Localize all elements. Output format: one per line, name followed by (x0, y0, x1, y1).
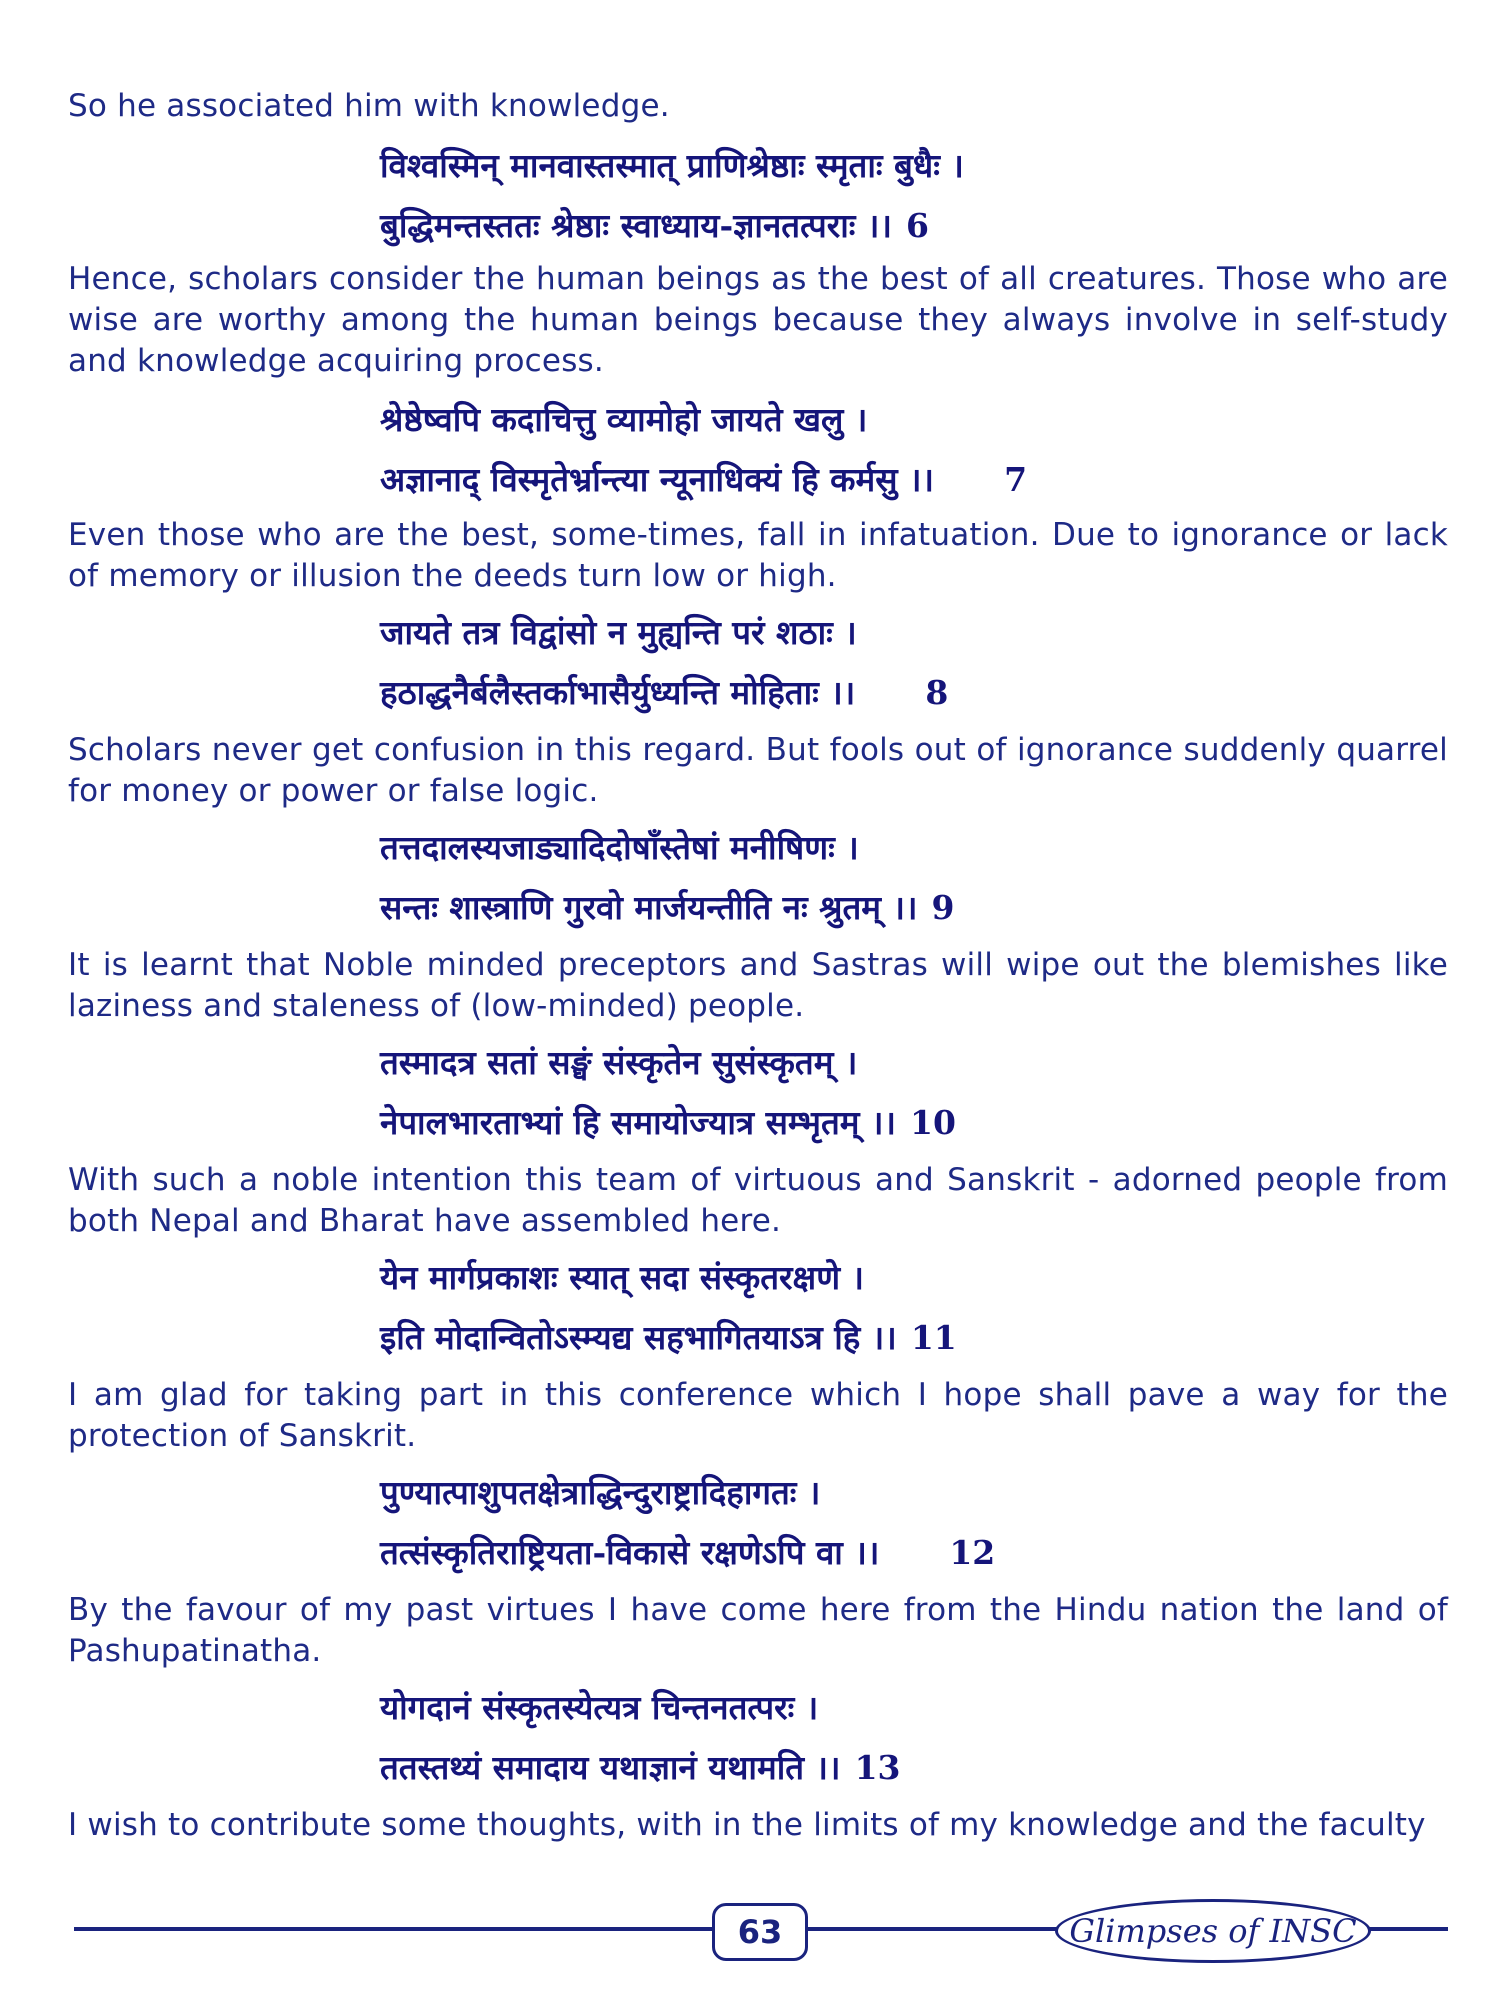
verse-9 (380, 818, 1440, 938)
paragraph-intro: So he associated him with knowledge. (68, 88, 670, 124)
verse-6-line-2: बुद्धिमन्तस्ततः श्रेष्ठाः स्वाध्याय-ज्ञानतत्पराः ।। (380, 206, 892, 245)
verse-7-line-2: अज्ञानाद् विस्मृतेर्भ्रान्त्या न्यूनाधिक्यं हि कर्मसु ।। (380, 460, 935, 499)
verse-11-line-2: इति मोदान्वितोऽस्म्यद्य सहभागितयाऽत्र हि ।। (380, 1318, 897, 1357)
verse-10-line-1: तस्मादत्र सतां सङ्घं संस्कृतेन सुसंस्कृतम् । (380, 1043, 858, 1082)
verse-12-line-1: पुण्यात्पाशुपतक्षेत्राद्धिन्दुराष्ट्रादिहागतः । (380, 1473, 821, 1512)
verse-8 (380, 603, 1440, 723)
paragraph-translation-10: With such a noble intention this team of virtuous and Sanskrit - adorned people from both Nepal and Bharat have assembled here. (68, 1162, 1448, 1239)
paragraph-translation-11: I am glad for taking part in this conference which I hope shall pave a way for the protection of Sanskrit. (68, 1377, 1448, 1454)
verse-9-number: 9 (931, 888, 955, 927)
journal-title-badge: Glimpses of INSC (1055, 1899, 1371, 1963)
verse-6-number: 6 (905, 206, 929, 245)
verse-8-line-2: हठाद्धनैर्बलैस्तर्काभासैर्युध्यन्ति मोहिताः ।। (380, 673, 856, 712)
paragraph-translation-13: I wish to contribute some thoughts, with in the limits of my knowledge and the faculty (68, 1807, 1426, 1843)
footer-rule-left (74, 1927, 714, 1931)
verse-7-line-1: श्रेष्ठेष्वपि कदाचित्तु व्यामोहो जायते खलु । (380, 400, 868, 439)
verse-12-number: 12 (949, 1533, 996, 1572)
paragraph-translation-8: Scholars never get confusion in this regard. But fools out of ignorance suddenly quarrel for money or power or false logic. (68, 732, 1448, 809)
page-footer (0, 1895, 1500, 1985)
verse-8-line-1: जायते तत्र विद्वांसो न मुह्यन्ति परं शठाः । (380, 613, 857, 652)
verse-7-number: 7 (1004, 460, 1028, 499)
verse-10 (380, 1033, 1440, 1153)
verse-12 (380, 1463, 1440, 1583)
verse-11 (380, 1248, 1440, 1368)
verse-13-line-2: ततस्तथ्यं समादाय यथाज्ञानं यथामति ।। (380, 1748, 841, 1787)
verse-7 (380, 390, 1440, 510)
paragraph-translation-7: Even those who are the best, some-times, fall in infatuation. Due to ignorance or lack of memory or illusion the deeds turn low or high. (68, 517, 1448, 594)
verse-9-line-2: सन्तः शास्त्राणि गुरवो मार्जयन्तीति नः श्रुतम् ।। (380, 888, 918, 927)
paragraph-translation-12: By the favour of my past virtues I have come here from the Hindu nation the land of Pashupatinatha. (68, 1592, 1448, 1669)
verse-11-number: 11 (910, 1318, 957, 1357)
paragraph-translation-9: It is learnt that Noble minded preceptors and Sastras will wipe out the blemishes like laziness and staleness of (low-minded) people. (68, 947, 1448, 1024)
page-number: 63 (712, 1903, 808, 1961)
verse-10-line-2: नेपालभारताभ्यां हि समायोज्यात्र सम्भृतम् ।। (380, 1103, 897, 1142)
verse-10-number: 10 (910, 1103, 956, 1142)
verse-6-line-1: विश्वस्मिन् मानवास्तस्मात् प्राणिश्रेष्ठाः स्मृताः बुधैः । (380, 146, 964, 185)
footer-rule-middle (804, 1927, 1059, 1931)
verse-6 (380, 136, 1440, 256)
verse-12-line-2: तत्संस्कृतिराष्ट्रियता-विकासे रक्षणेऽपि वा ।। (380, 1533, 880, 1572)
verse-9-line-1: तत्तदालस्यजाड्यादिदोषाँस्तेषां मनीषिणः । (380, 828, 859, 867)
verse-13-number: 13 (854, 1748, 901, 1787)
footer-rule-right (1362, 1927, 1448, 1931)
verse-8-number: 8 (925, 673, 949, 712)
paragraph-translation-6: Hence, scholars consider the human beings as the best of all creatures. Those who are wise are worthy among the human beings because they always involve in self-study and knowledge acquiring process. (68, 261, 1448, 379)
verse-13 (380, 1678, 1440, 1798)
verse-11-line-1: येन मार्गप्रकाशः स्यात् सदा संस्कृतरक्षणे । (380, 1258, 865, 1297)
verse-13-line-1: योगदानं संस्कृतस्येत्यत्र चिन्तनतत्परः । (380, 1688, 819, 1727)
